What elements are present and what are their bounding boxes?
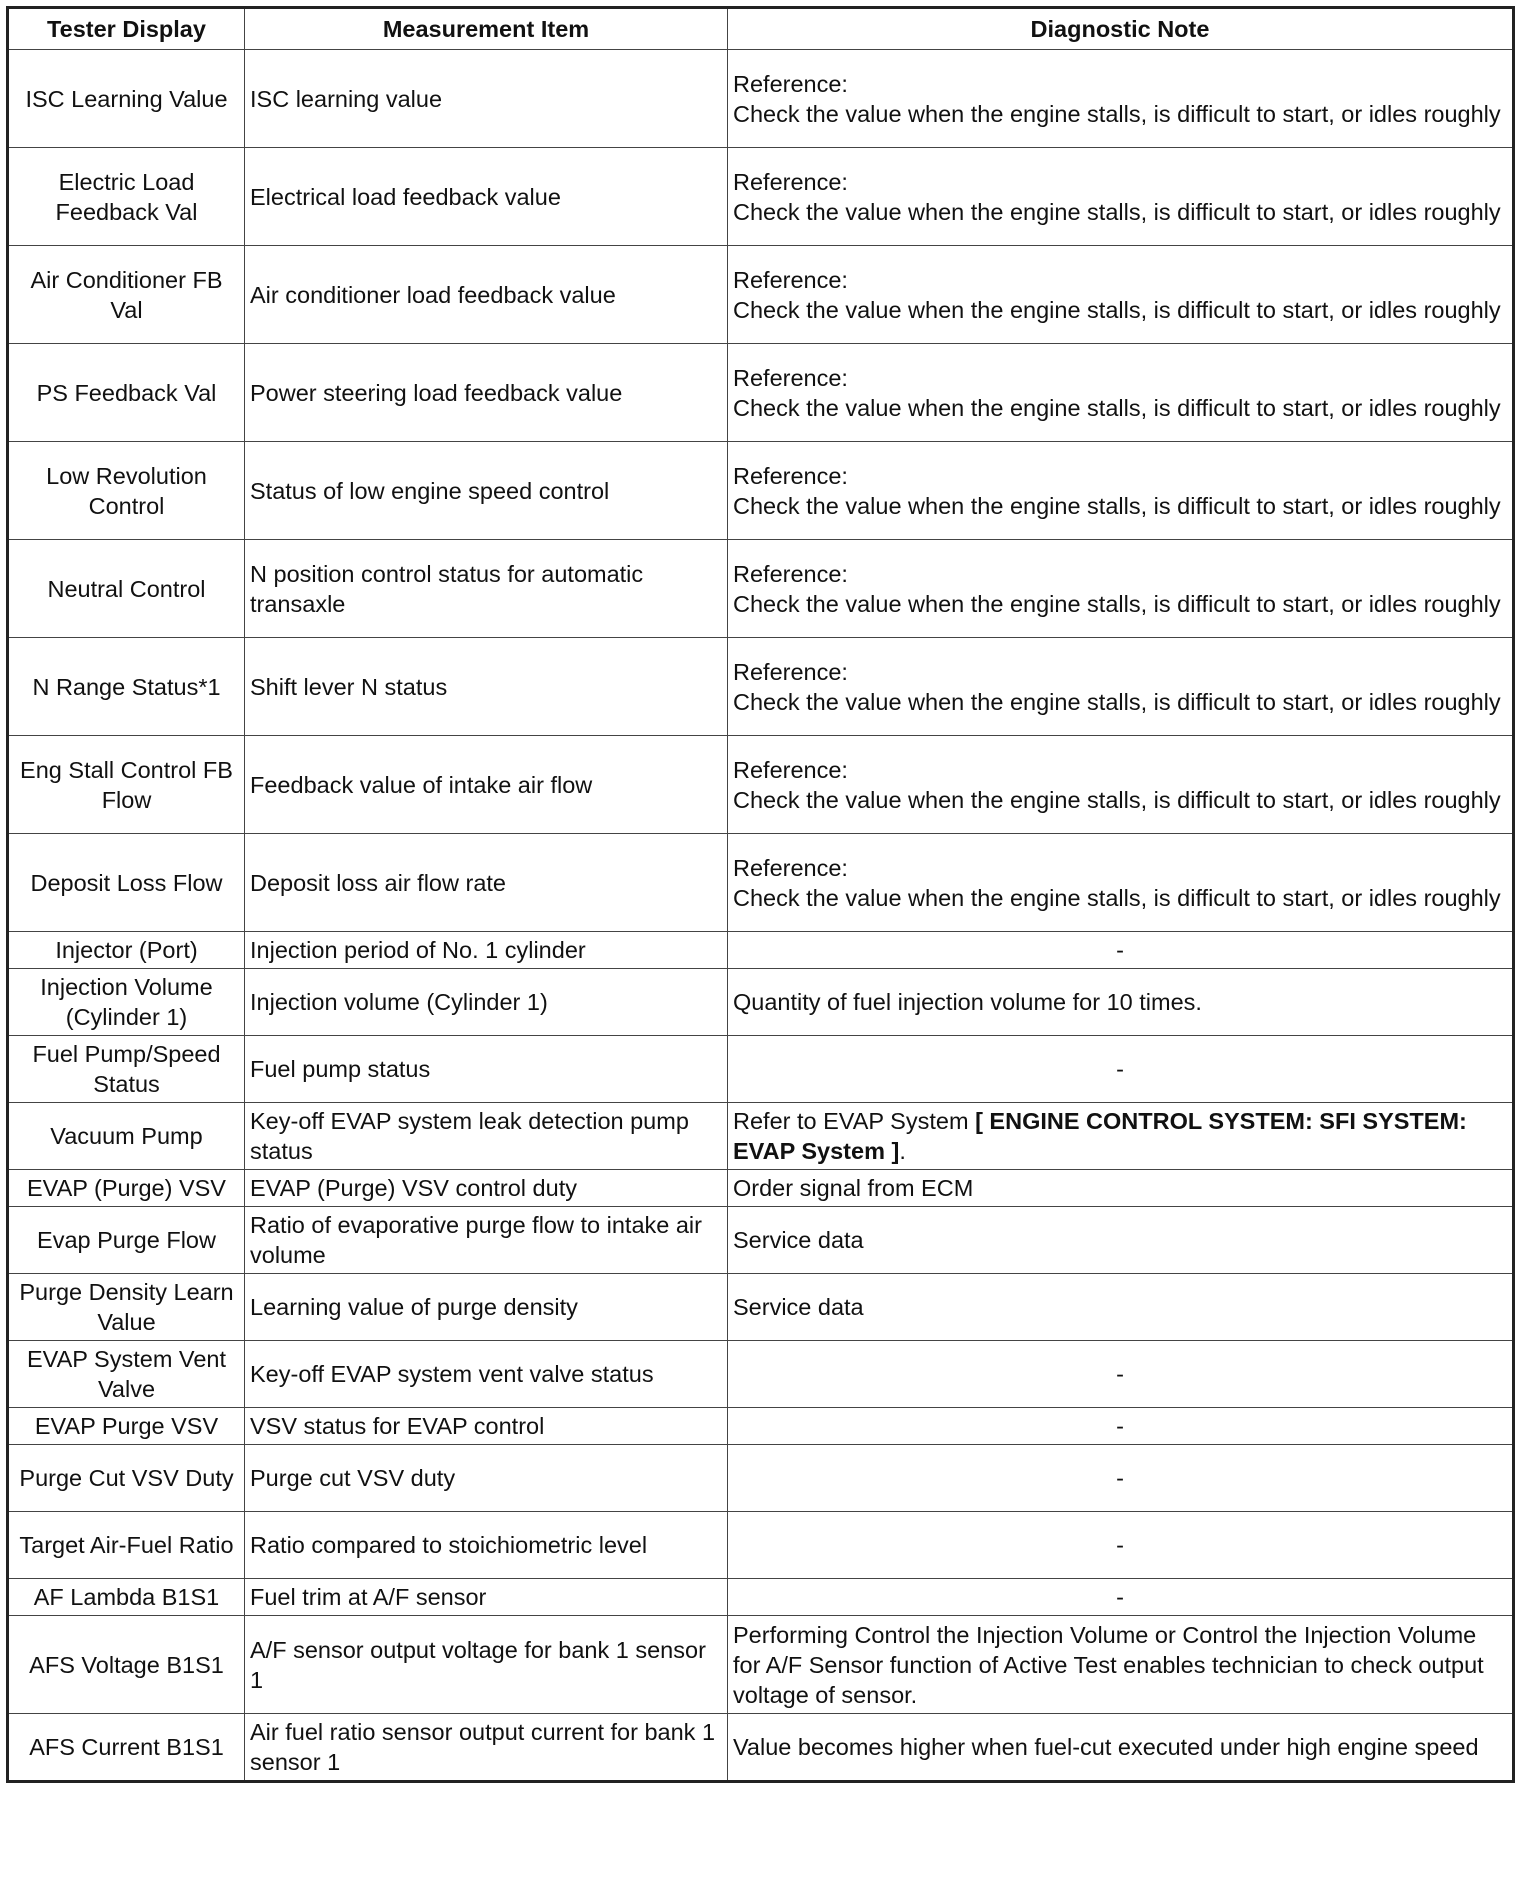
measurement-item-cell: Ratio of evaporative purge flow to intake air volume [245, 1207, 728, 1274]
header-row [8, 8, 1514, 50]
table-row [8, 1714, 1514, 1782]
reference-text: Check the value when the engine stalls, is difficult to start, or idles roughly [733, 394, 1501, 421]
table-row [8, 1408, 1514, 1445]
measurement-item-cell: Air fuel ratio sensor output current for bank 1 sensor 1 [245, 1714, 728, 1782]
reference-label: Reference: [733, 462, 848, 489]
table-row [8, 1341, 1514, 1408]
measurement-item-cell: EVAP (Purge) VSV control duty [245, 1170, 728, 1207]
measurement-item-cell: Fuel trim at A/F sensor [245, 1579, 728, 1616]
diagnostic-note-cell: Service data [728, 1274, 1514, 1341]
tester-display-cell: Eng Stall Control FB Flow [8, 736, 245, 834]
table-row [8, 1207, 1514, 1274]
tester-display-cell: Deposit Loss Flow [8, 834, 245, 932]
table-row [8, 148, 1514, 246]
diagnostic-note-cell: Quantity of fuel injection volume for 10 times. [728, 969, 1514, 1036]
tester-display-cell: Neutral Control [8, 540, 245, 638]
table-row [8, 540, 1514, 638]
diagnostic-note-cell [728, 834, 1514, 932]
header-tester-display: Tester Display [8, 8, 245, 50]
tester-display-cell: PS Feedback Val [8, 344, 245, 442]
tester-display-cell: Purge Density Learn Value [8, 1274, 245, 1341]
reference-text: Check the value when the engine stalls, is difficult to start, or idles roughly [733, 198, 1501, 225]
measurement-item-cell: Key-off EVAP system leak detection pump status [245, 1103, 728, 1170]
diagnostic-note-cell: - [728, 1445, 1514, 1512]
tester-display-cell: EVAP System Vent Valve [8, 1341, 245, 1408]
diagnostic-note-cell [728, 638, 1514, 736]
diagnostic-note-cell [728, 1103, 1514, 1170]
table-row [8, 1103, 1514, 1170]
table-row [8, 1579, 1514, 1616]
diagnostic-note-cell: - [728, 1579, 1514, 1616]
tester-display-cell: Evap Purge Flow [8, 1207, 245, 1274]
measurement-item-cell: Status of low engine speed control [245, 442, 728, 540]
table-row [8, 1036, 1514, 1103]
diagnostic-note-cell: - [728, 932, 1514, 969]
measurement-item-cell: Ratio compared to stoichiometric level [245, 1512, 728, 1579]
measurement-item-cell: Learning value of purge density [245, 1274, 728, 1341]
tester-display-cell: Air Conditioner FB Val [8, 246, 245, 344]
diagnostic-note-cell [728, 442, 1514, 540]
measurement-item-cell: A/F sensor output voltage for bank 1 sensor 1 [245, 1616, 728, 1714]
measurement-item-cell: Injection volume (Cylinder 1) [245, 969, 728, 1036]
diagnostic-note-cell [728, 246, 1514, 344]
diagnostic-note-cell: - [728, 1036, 1514, 1103]
table-row [8, 834, 1514, 932]
diagnostic-note-cell: Service data [728, 1207, 1514, 1274]
tester-display-cell: N Range Status*1 [8, 638, 245, 736]
document-page [6, 6, 1515, 1783]
tester-display-cell: Low Revolution Control [8, 442, 245, 540]
table-row [8, 638, 1514, 736]
table-row [8, 1274, 1514, 1341]
header-measurement-item: Measurement Item [245, 8, 728, 50]
diagnostic-note-cell [728, 148, 1514, 246]
diagnostic-note-cell [728, 344, 1514, 442]
tester-display-cell: Fuel Pump/Speed Status [8, 1036, 245, 1103]
measurement-item-cell: Fuel pump status [245, 1036, 728, 1103]
measurement-item-cell: Feedback value of intake air flow [245, 736, 728, 834]
tester-display-cell: Injection Volume (Cylinder 1) [8, 969, 245, 1036]
diagnostic-note-cell: - [728, 1408, 1514, 1445]
table-row [8, 50, 1514, 148]
reference-text: Check the value when the engine stalls, is difficult to start, or idles roughly [733, 884, 1501, 911]
tester-display-cell: ISC Learning Value [8, 50, 245, 148]
reference-label: Reference: [733, 168, 848, 195]
tester-display-cell: Purge Cut VSV Duty [8, 1445, 245, 1512]
reference-label: Reference: [733, 854, 848, 881]
reference-text: Check the value when the engine stalls, is difficult to start, or idles roughly [733, 492, 1501, 519]
table-row [8, 1170, 1514, 1207]
tester-display-cell: Vacuum Pump [8, 1103, 245, 1170]
table-row [8, 1616, 1514, 1714]
reference-label: Reference: [733, 658, 848, 685]
measurement-item-cell: Electrical load feedback value [245, 148, 728, 246]
measurement-item-cell: N position control status for automatic transaxle [245, 540, 728, 638]
reference-text: Check the value when the engine stalls, is difficult to start, or idles roughly [733, 296, 1501, 323]
reference-text: Check the value when the engine stalls, is difficult to start, or idles roughly [733, 688, 1501, 715]
measurement-item-cell: Purge cut VSV duty [245, 1445, 728, 1512]
measurement-item-cell: Key-off EVAP system vent valve status [245, 1341, 728, 1408]
reference-text: Check the value when the engine stalls, is difficult to start, or idles roughly [733, 100, 1501, 127]
reference-label: Reference: [733, 364, 848, 391]
table-row [8, 969, 1514, 1036]
measurement-item-cell: Air conditioner load feedback value [245, 246, 728, 344]
measurement-item-cell: Deposit loss air flow rate [245, 834, 728, 932]
reference-text: Check the value when the engine stalls, is difficult to start, or idles roughly [733, 786, 1501, 813]
note-text: Refer to EVAP System [733, 1108, 976, 1134]
tester-display-cell: EVAP (Purge) VSV [8, 1170, 245, 1207]
diagnostic-note-cell: - [728, 1341, 1514, 1408]
table-row [8, 344, 1514, 442]
header-diagnostic-note: Diagnostic Note [728, 8, 1514, 50]
diagnostic-note-cell [728, 540, 1514, 638]
table-row [8, 246, 1514, 344]
diagnostic-note-cell: Order signal from ECM [728, 1170, 1514, 1207]
table-row [8, 442, 1514, 540]
tester-display-cell: AFS Voltage B1S1 [8, 1616, 245, 1714]
measurement-item-cell: Shift lever N status [245, 638, 728, 736]
tester-display-cell: Electric Load Feedback Val [8, 148, 245, 246]
tester-display-cell: AF Lambda B1S1 [8, 1579, 245, 1616]
measurement-item-cell: VSV status for EVAP control [245, 1408, 728, 1445]
reference-label: Reference: [733, 70, 848, 97]
tester-display-cell: Injector (Port) [8, 932, 245, 969]
tester-display-cell: AFS Current B1S1 [8, 1714, 245, 1782]
reference-label: Reference: [733, 756, 848, 783]
table-row [8, 932, 1514, 969]
reference-label: Reference: [733, 266, 848, 293]
measurement-item-cell: Injection period of No. 1 cylinder [245, 932, 728, 969]
table-row [8, 736, 1514, 834]
diagnostic-note-cell: - [728, 1512, 1514, 1579]
note-text: . [899, 1138, 906, 1164]
reference-text: Check the value when the engine stalls, is difficult to start, or idles roughly [733, 590, 1501, 617]
measurement-item-cell: Power steering load feedback value [245, 344, 728, 442]
cross-reference-link[interactable]: [ ENGINE CONTROL SYSTEM: SFI SYSTEM: EVAP System ] [733, 1108, 1467, 1164]
data-list-table [6, 6, 1515, 1783]
table-row [8, 1512, 1514, 1579]
diagnostic-note-cell: Value becomes higher when fuel-cut executed under high engine speed [728, 1714, 1514, 1782]
diagnostic-note-cell [728, 50, 1514, 148]
table-row [8, 1445, 1514, 1512]
measurement-item-cell: ISC learning value [245, 50, 728, 148]
diagnostic-note-cell [728, 736, 1514, 834]
tester-display-cell: EVAP Purge VSV [8, 1408, 245, 1445]
reference-label: Reference: [733, 560, 848, 587]
tester-display-cell: Target Air-Fuel Ratio [8, 1512, 245, 1579]
diagnostic-note-cell: Performing Control the Injection Volume or Control the Injection Volume for A/F Sensor function of Active Test enables technician to check output voltage of sensor. [728, 1616, 1514, 1714]
